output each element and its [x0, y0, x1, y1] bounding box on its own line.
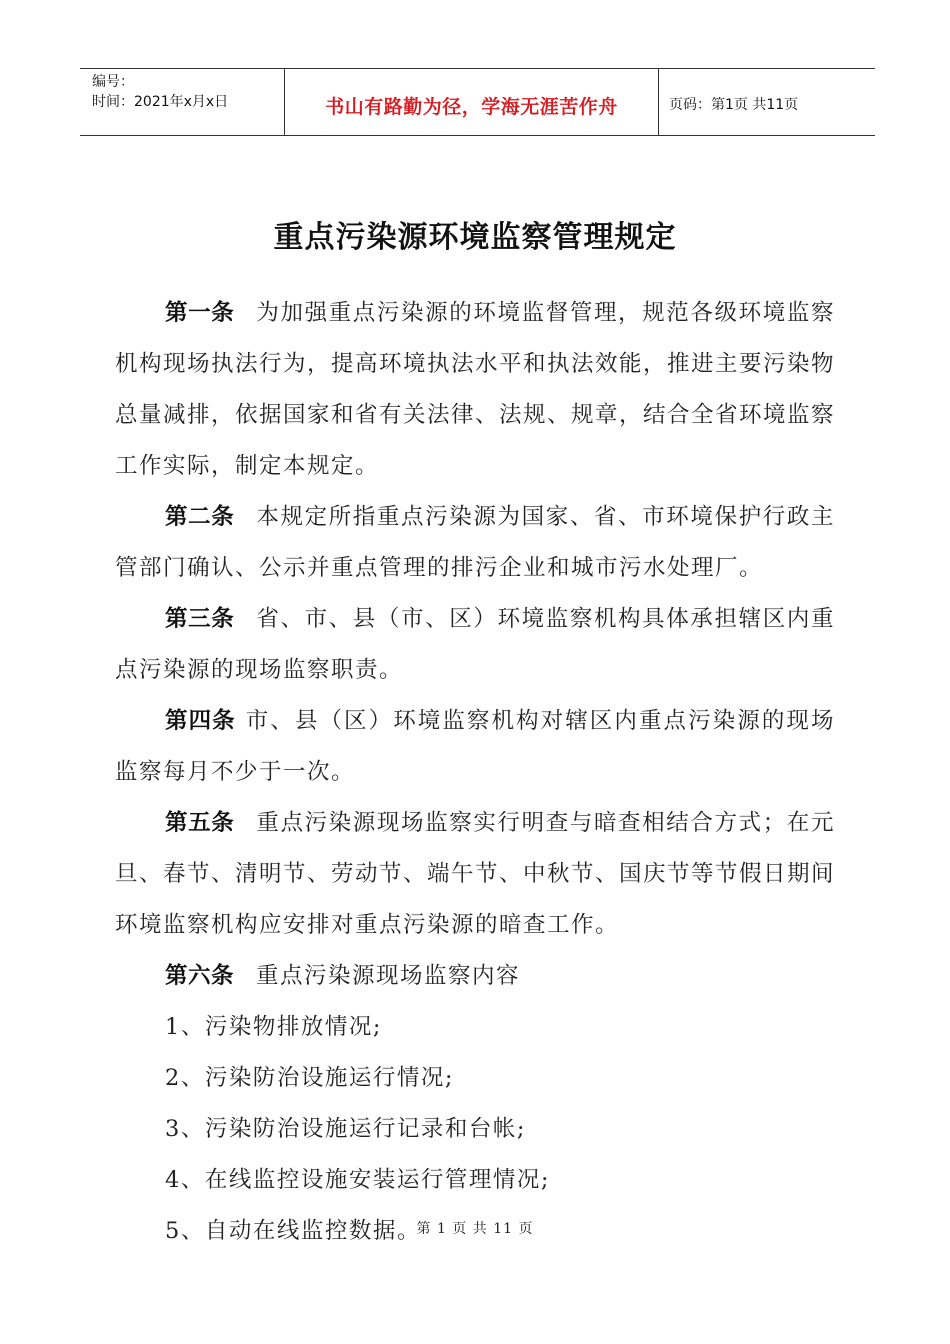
document-body	[115, 288, 835, 1257]
document-title: 重点污染源环境监察管理规定	[273, 220, 677, 255]
list-item: 3、污染防治设施运行记录和台帐;	[165, 1116, 526, 1142]
list-item: 2、污染防治设施运行情况;	[165, 1065, 454, 1091]
header-page-info: 页码：第1页 共11页	[669, 97, 799, 113]
article-label: 第三条	[165, 606, 235, 632]
article-label: 第六条	[165, 963, 235, 989]
list-item: 1、污染物排放情况;	[165, 1014, 382, 1040]
article-text: 为加强重点污染源的环境监督管理，规范各级环境监察机构现场执法行为，提高环境执法水平和执法效能，推进主要污染物总量减排，依据国家和省有关法律、法规、规章，结合全省环境监察工作实际，制定本规定。	[115, 300, 836, 479]
article-6	[115, 951, 835, 1002]
header-meta-cell	[80, 69, 285, 135]
article-text: 重点污染源现场监察内容	[256, 963, 521, 989]
article-4	[115, 696, 835, 798]
article-label: 第二条	[165, 504, 235, 530]
header-motto: 书山有路勤为径，学海无涯苦作舟	[285, 69, 659, 135]
article-label: 第四条	[165, 708, 236, 734]
article-5	[115, 798, 835, 951]
article-text: 重点污染源现场监察实行明查与暗查相结合方式；在元旦、春节、清明节、劳动节、端午节、中秋节、国庆节等节假日期间环境监察机构应安排对重点污染源的暗查工作。	[115, 810, 836, 938]
article-label: 第一条	[165, 300, 235, 326]
article-text: 省、市、县（市、区）环境监察机构具体承担辖区内重点污染源的现场监察职责。	[115, 606, 835, 683]
article-text: 市、县（区）环境监察机构对辖区内重点污染源的现场监察每月不少于一次。	[115, 708, 835, 785]
list-item: 4、在线监控设施安装运行管理情况;	[165, 1167, 550, 1193]
document-header	[80, 68, 875, 136]
number-label: 编号：	[92, 74, 134, 90]
list-item: 5、自动在线监控数据。	[165, 1218, 421, 1244]
article-1	[115, 288, 835, 492]
article-2	[115, 492, 835, 594]
article-3	[115, 594, 835, 696]
article-label: 第五条	[165, 810, 235, 836]
time-label: 时间：2021年x月x日	[92, 94, 229, 110]
page-footer: 第 1 页 共 11 页	[416, 1221, 534, 1237]
article-text: 本规定所指重点污染源为国家、省、市环境保护行政主管部门确认、公示并重点管理的排污企业和城市污水处理厂。	[115, 504, 835, 581]
